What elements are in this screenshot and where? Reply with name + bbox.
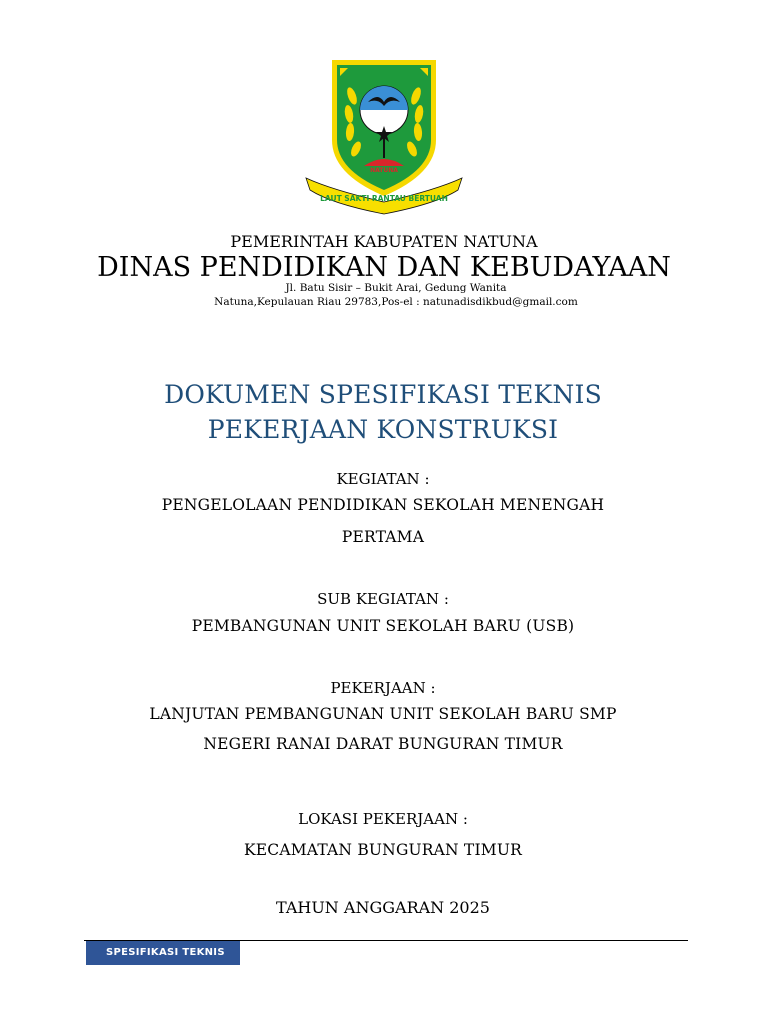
kegiatan-value-line-1: PENGELOLAAN PENDIDIKAN SEKOLAH MENENGAH — [161, 496, 605, 514]
footer-tab: SPESIFIKASI TEKNIS — [86, 941, 240, 965]
address-line-1: Jl. Batu Sisir – Bukit Arai, Gedung Wanita — [285, 282, 507, 294]
pekerjaan-value-line-2: NEGERI RANAI DARAT BUNGURAN TIMUR — [203, 735, 563, 753]
document-title-line-1: DOKUMEN SPESIFIKASI TEKNIS — [164, 380, 602, 409]
emblem-ribbon-text: LAUT SAKTI RANTAU BERTUAH — [320, 194, 448, 203]
government-name: PEMERINTAH KABUPATEN NATUNA — [230, 232, 538, 251]
sub-kegiatan-label: SUB KEGIATAN : — [317, 590, 449, 608]
lokasi-label: LOKASI PEKERJAAN : — [298, 810, 468, 828]
emblem-inner-text: NATUNA — [370, 167, 398, 174]
document-title-line-2: PEKERJAAN KONSTRUKSI — [207, 415, 559, 444]
agency-name: DINAS PENDIDIKAN DAN KEBUDAYAAN — [97, 252, 671, 283]
kegiatan-label: KEGIATAN : — [336, 470, 430, 488]
pekerjaan-value-line-1: LANJUTAN PEMBANGUNAN UNIT SEKOLAH BARU SMP — [149, 705, 617, 723]
address-line-2: Natuna,Kepulauan Riau 29783,Pos-el : natunadisdikbud@gmail.com — [214, 296, 578, 308]
fiscal-year: TAHUN ANGGARAN 2025 — [276, 898, 490, 917]
kegiatan-value-line-2: PERTAMA — [341, 528, 425, 546]
lokasi-value: KECAMATAN BUNGURAN TIMUR — [243, 841, 523, 859]
sub-kegiatan-value: PEMBANGUNAN UNIT SEKOLAH BARU (USB) — [191, 617, 575, 635]
natuna-regency-emblem-icon — [302, 56, 466, 216]
pekerjaan-label: PEKERJAAN : — [330, 679, 436, 697]
